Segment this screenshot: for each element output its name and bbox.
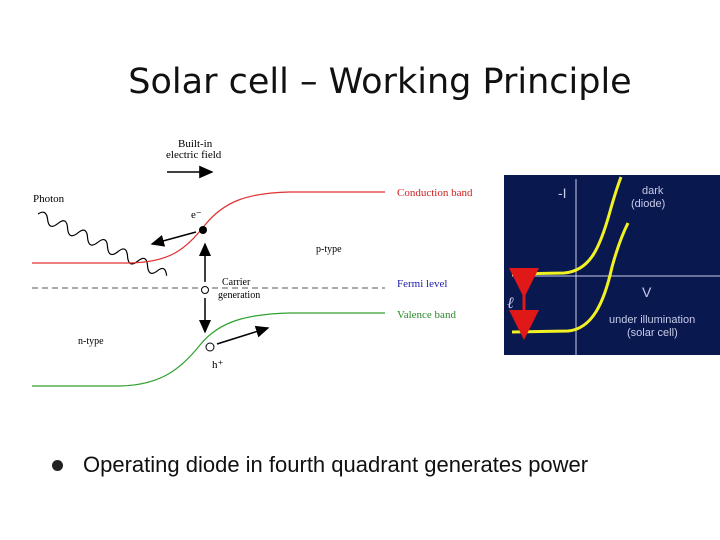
bullet-text: Operating diode in fourth quadrant generates power [83, 452, 589, 477]
dark-label-line1: dark [642, 185, 664, 197]
v-axis-label: V [642, 284, 652, 300]
iv-plot [504, 175, 720, 355]
photocurrent-symbol: ℓ [507, 293, 514, 312]
electron-dot [199, 226, 207, 234]
illuminated-label-line1: under illumination [609, 314, 696, 326]
built-in-label-line2: electric field [166, 149, 222, 161]
hole-circle [206, 343, 214, 351]
generation-point [202, 287, 209, 294]
hole-drift-arrow [217, 328, 268, 344]
n-type-label: n-type [78, 336, 104, 347]
bullet-dot [52, 460, 63, 471]
slide-title: Solar cell – Working Principle [128, 62, 632, 102]
built-in-label-line1: Built-in [178, 138, 213, 150]
photon-wave [32, 211, 172, 279]
band-diagram [0, 120, 490, 400]
p-type-label: p-type [316, 244, 342, 255]
conduction-band-label: Conduction band [397, 187, 473, 199]
hole-label: h⁺ [212, 359, 224, 371]
minus-i-label: -I [558, 185, 567, 201]
dark-label-line2: (diode) [631, 198, 666, 210]
photon-label: Photon [33, 193, 65, 205]
illuminated-label-line2: (solar cell) [627, 327, 678, 339]
valence-band-label: Valence band [397, 309, 456, 321]
carrier-generation-label-line1: Carrier [222, 277, 251, 288]
bullet-item [52, 452, 588, 478]
electron-label: e⁻ [191, 209, 202, 221]
fermi-level-label: Fermi level [397, 278, 448, 290]
carrier-generation-label-line2: generation [218, 290, 261, 301]
